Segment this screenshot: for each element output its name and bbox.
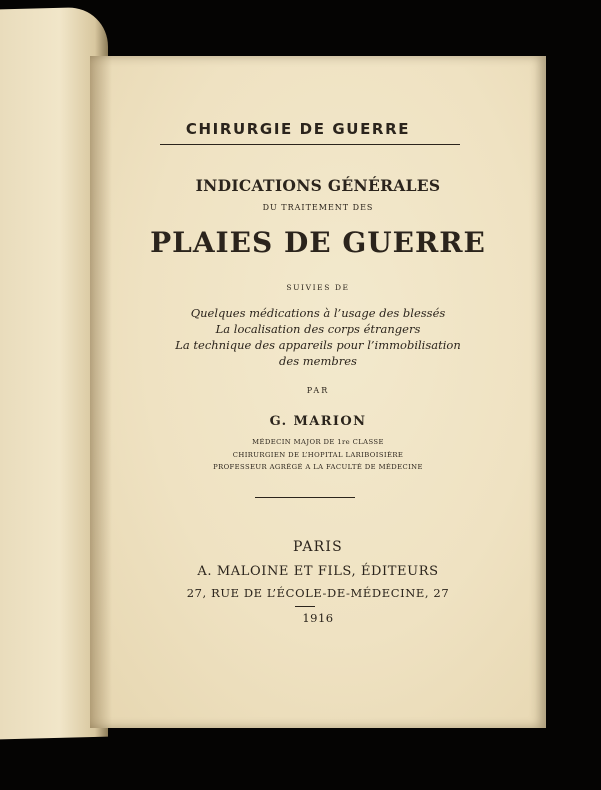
author-credential: PROFESSEUR AGRÉGÉ A LA FACULTÉ DE MÉDECINE	[213, 463, 423, 471]
publication-city: PARIS	[293, 539, 343, 555]
publisher-address: 27, RUE DE L’ÉCOLE-DE-MÉDECINE, 27	[186, 586, 450, 600]
main-title: PLAIES DE GUERRE	[150, 226, 486, 259]
author-credential: CHIRURGIEN DE L’HOPITAL LARIBOISIÈRE	[232, 451, 404, 459]
publisher: A. MALOINE ET FILS, ÉDITEURS	[197, 564, 439, 579]
title-page	[90, 56, 546, 728]
title-line-2: DU TRAITEMENT DES	[262, 203, 374, 212]
subject-line: La technique des appareils pour l’immobilisation	[175, 338, 461, 352]
subject-line: La localisation des corps étrangers	[215, 322, 421, 336]
series-title: CHIRURGIE DE GUERRE	[185, 120, 411, 138]
author-name: G. MARION	[269, 414, 367, 429]
author-credential: MÉDECIN MAJOR DE 1re CLASSE	[252, 438, 384, 446]
subject-line: des membres	[279, 354, 357, 368]
by-label: PAR	[306, 386, 330, 395]
subject-line: Quelques médications à l’usage des blessés	[190, 306, 446, 320]
divider-rule	[255, 497, 355, 498]
series-rule	[160, 144, 460, 145]
followed-by: SUIVIES DE	[286, 283, 350, 292]
publication-year: 1916	[302, 611, 334, 625]
title-line-1: INDICATIONS GÉNÉRALES	[195, 176, 441, 195]
page-gutter-shadow	[90, 56, 112, 728]
small-rule	[295, 606, 315, 607]
